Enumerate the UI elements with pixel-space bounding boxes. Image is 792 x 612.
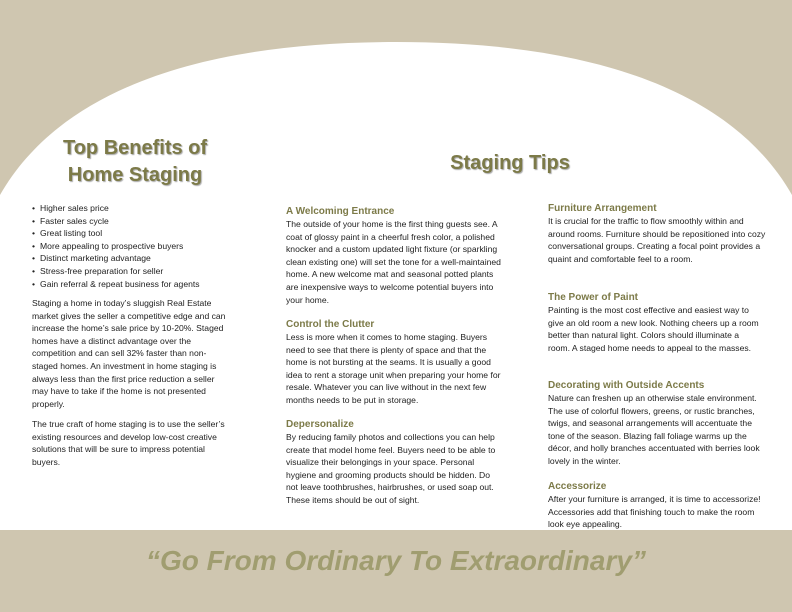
tip-furniture-arrangement (548, 202, 770, 265)
benefits-title-line2: Home Staging (67, 164, 203, 186)
tip-depersonalize (286, 418, 504, 507)
tip-power-of-paint (548, 291, 762, 354)
tip-outside-accents (548, 379, 766, 468)
tip-heading: Control the Clutter (286, 319, 375, 330)
tip-heading: Accessorize (548, 481, 607, 492)
tip-body: By reducing family photos and collections you can help create that model home feel. Buyers need to be able to visualize their belongings in your space. Personal hygiene and grooming products should be hidden. Do not leave toothbrushes, hairbrushes, or used soap out. These items should be out of sight. (286, 432, 496, 505)
tip-heading: A Welcoming Entrance (286, 206, 395, 217)
list-item: • Great listing tool (32, 227, 252, 240)
benefits-title-line1: Top Benefits of (62, 137, 208, 159)
list-item: • Gain referral & repeat business for agents (32, 278, 252, 291)
tip-body: Nature can freshen up an otherwise stale environment. The use of colorful flowers, greens, or rustic branches, twigs, and seasonal arrangements will accentuate the tone of the season. Blazing fall foliage warms up the décor, and holly branches accentuated with berries look lovely in the winter. (548, 393, 760, 466)
tip-heading: Furniture Arrangement (548, 203, 657, 214)
tip-body: It is crucial for the traffic to flow smoothly within and around rooms. Furniture should be repositioned into cozy conversational groups. Creating a focal point provides a quaint and comfortable feel to a room. (548, 216, 766, 264)
tip-control-clutter (286, 318, 504, 407)
tip-welcoming-entrance (286, 205, 501, 306)
tagline: “Go From Ordinary To Extraordinary” (146, 545, 646, 576)
tip-body: After your furniture is arranged, it is time to accessorize! Accessories add that finishing touch to make the room look eye appealing. (548, 494, 761, 530)
tip-body: Painting is the most cost effective and easiest way to give an old room a new look. Nothing cheers up a room better than natural light. Colors should illuminate a room. A staged home needs to appeal to the masses. (548, 305, 759, 353)
tip-body: The outside of your home is the first thing guests see. A coat of glossy paint in a cheerful fresh color, a polished knocker and a custom updated light fixture (or sparkling clean existing one) will set the tone for a well-maintained home. A new welcome mat and seasonal potted plants are inexpensive ways to welcome potential buyers into your home. (286, 219, 501, 305)
benefits-paragraph-2: The true craft of home staging is to use the seller’s existing resources and develop low-cost creative solutions that will be sure to impress potential buyers. (32, 419, 225, 467)
benefits-list (32, 202, 252, 290)
list-item: • Higher sales price (32, 202, 252, 215)
list-item: • More appealing to prospective buyers (32, 240, 252, 253)
tips-title: Staging Tips (450, 152, 570, 174)
benefits-paragraph-1: Staging a home in today’s sluggish Real Estate market gives the seller a competitive edge and can increase the home’s sale price by 10-20%. Staged homes have a distinct advantage over the competition and can sell 32% faster than non-staged homes. An investment in home staging is always less than the first price reduction a seller may have to take if the home is not presented properly. (32, 298, 226, 409)
tip-heading: The Power of Paint (548, 292, 639, 303)
list-item: • Stress-free preparation for seller (32, 265, 252, 278)
benefits-title (40, 135, 230, 189)
list-item: • Faster sales cycle (32, 215, 252, 228)
tip-heading: Decorating with Outside Accents (548, 380, 705, 391)
tip-body: Less is more when it comes to home staging. Buyers need to see that there is plenty of space and that the home is not bursting at the seams. It is usually a good idea to rent a storage unit when preparing your home for resale. Whatever you can live without in the next few months needs to be put in storage. (286, 332, 501, 405)
list-item: • Distinct marketing advantage (32, 252, 252, 265)
tip-accessorize (548, 480, 763, 531)
tip-heading: Depersonalize (286, 419, 354, 430)
